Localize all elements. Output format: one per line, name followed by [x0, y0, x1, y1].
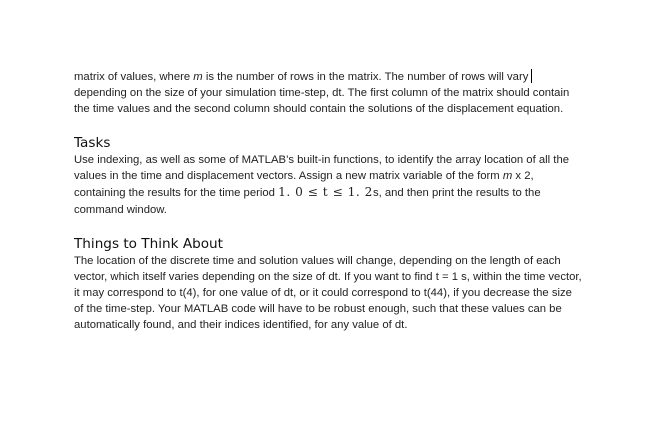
document-body — [74, 69, 584, 333]
intro-variable-m: m — [193, 71, 203, 83]
tasks-heading: Tasks — [74, 135, 111, 152]
things-heading: Things to Think About — [74, 235, 224, 252]
tasks-text-1: Use indexing, as well as some of MATLAB’s built-in functions, to identify the array location of all the values in the time and displacement vectors. Assign a new matrix variable of the form — [74, 154, 570, 183]
intro-text-2: is the number of rows in the matrix. The number of rows will vary — [202, 71, 529, 83]
intro-paragraph — [74, 69, 584, 117]
text-cursor — [531, 69, 532, 83]
time-range-math: 1. 0 ≤ t ≤ 1. 2 — [278, 185, 373, 200]
intro-text-3: depending on the size of your simulation time-step, dt. The first column of the matrix should contain the time values and the second column should contain the solutions of the displacement equation. — [74, 87, 570, 116]
tasks-paragraph — [74, 152, 584, 217]
tasks-text-2: containing the results for the time period — [74, 187, 279, 200]
things-paragraph: The location of the discrete time and solution values will change, depending on the length of each vector, which itself varies depending on the size of dt. If you want to find t = 1 s, within the time vector, it may correspond to t(4), for one value of dt, or it could correspond to t(44), if you decrease the size of the time-step. Your MATLAB code will have to be robust enough, such that these values can be automatically found, and their indices identified, for any value of dt. — [74, 254, 582, 332]
intro-text-1: matrix of values, where — [74, 71, 194, 83]
tasks-dimension: x 2, — [512, 170, 534, 183]
tasks-variable-m: m — [502, 170, 513, 183]
tasks-text-3: s, and then print the results to the command window. — [74, 187, 541, 216]
